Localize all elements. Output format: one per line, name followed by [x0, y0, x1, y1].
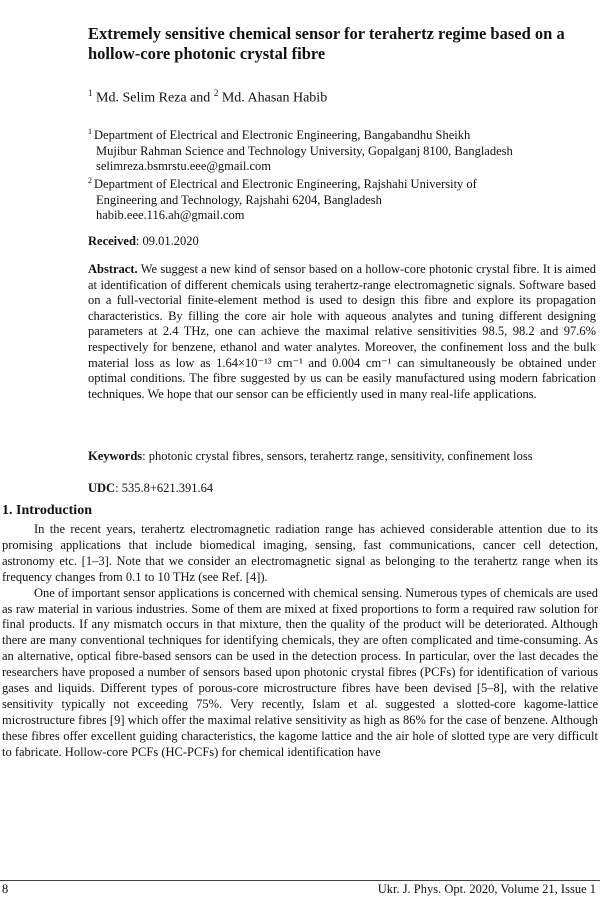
received-value: : 09.01.2020 — [135, 234, 199, 248]
journal-citation: Ukr. J. Phys. Opt. 2020, Volume 21, Issue 1 — [377, 882, 596, 896]
page-number: 8 — [2, 882, 9, 896]
abstract-label: Abstract. — [88, 262, 138, 276]
received-date — [88, 234, 199, 249]
section-heading: 1. Introduction — [2, 503, 92, 518]
body-text — [2, 522, 598, 761]
author-1-mark: 1 — [88, 88, 93, 98]
affiliation-1-line2: Mujibur Rahman Science and Technology University, Gopalganj 8100, Bangladesh — [96, 143, 513, 158]
author-1-name: Md. Selim Reza and — [92, 90, 214, 106]
affiliation-1-line1: Department of Electrical and Electronic Engineering, Bangabandhu Sheikh — [94, 128, 471, 143]
paragraph-2: One of important sensor applications is concerned with chemical sensing. Numerous types of chemicals are used as raw material in various industries. Some of them are mixed at fixed proportions to form a required raw solution for final products. If any mismatch occurs in that mixture, then the quality of the product will be deteriorated. Although there are many conventional techniques for identifying chemicals, they are often complicated and time-consuming. As an alternative, optical fibre-based sensors can be used in the detection process. In particular, over the last decades the researchers have proposed a number of sensors based upon photonic crystal fibres (PCFs) for identification of various gases and liquids. Different types of porous-core microstructure fibres have been devised [5–8], with the relative sensitivity typically not exceeding 75%. Very recently, Islam et al. suggested a slotted-core kagome-lattice microstructure fibres [9] which offer the maximal relative sensitivity as high as 86% for the case of benzene. Although these fibres offer excellent guiding characteristics, the kagome lattice and the air hole of slotted type are very difficult to fabricate. Hollow-core PCFs (HC-PCFs) for chemical identification have — [2, 585, 598, 759]
author-2-mark: 2 — [213, 88, 219, 98]
author-2-name: Md. Ahasan Habib — [218, 90, 328, 106]
received-label: Received — [88, 234, 136, 248]
affiliation-2-line1: Department of Electrical and Electronic Engineering, Rajshahi University of — [94, 177, 477, 192]
affiliation-2-mark: 2 — [88, 176, 92, 185]
affiliation-1-mark: 1 — [88, 127, 92, 136]
affiliation-2-line2: Engineering and Technology, Rajshahi 6204, Bangladesh — [96, 192, 382, 207]
author-list — [88, 84, 588, 108]
udc-label: UDC — [88, 481, 116, 495]
keywords — [88, 449, 598, 465]
footer-rule — [0, 880, 600, 881]
paragraph-1: In the recent years, terahertz electromagnetic radiation range has achieved considerable attention due to its promising applications that include biomedical imaging, sensing, fast communications, cancer cell detection, astronomy etc. [1–3]. Note that we consider an electromagnetic signal as belonging to the terahertz range when its frequency changes from 0.1 to 10 THz (see Ref. [4]). — [2, 522, 598, 584]
affiliation-1 — [88, 124, 600, 175]
udc-code — [88, 481, 213, 496]
affiliation-2 — [88, 173, 600, 224]
paper-title: Extremely sensitive chemical sensor for terahertz regime based on a hollow-core photonic crystal fibre — [88, 24, 565, 63]
udc-text: : 535.8+621.391.64 — [115, 481, 214, 495]
abstract-text: We suggest a new kind of sensor based on a hollow-core photonic crystal fibre. It is aimed at identification of different chemicals using terahertz-range electromagnetic signals. Software based on a full-vectorial finite-element method is used to design this fibre and explore its propagation characteristics. By filling the core air hole with aqueous analytes and tuning different designing parameters at 2.4 THz, one can achieve the maximal relative sensitivities 98.5, 98.2 and 97.6% respectively for benzene, ethanol and water analytes. Moreover, the confinement loss and the bulk material loss as low as 1.64×10⁻¹³ cm⁻¹ and 0.004 cm⁻¹ can simultaneously be obtained under optimal conditions. The fibre suggested by us can be easily manufactured using modern fabrication techniques. We hope that our sensor can be efficiently used in many real-life applications. — [88, 262, 596, 401]
affiliation-2-email: habib.eee.116.ah@gmail.com — [96, 208, 245, 223]
keywords-text: : photonic crystal fibres, sensors, terahertz range, sensitivity, confinement loss — [142, 449, 533, 463]
keywords-label: Keywords — [88, 449, 143, 463]
abstract — [88, 262, 596, 402]
affiliation-1-email: selimreza.bsmrstu.eee@gmail.com — [96, 159, 271, 174]
